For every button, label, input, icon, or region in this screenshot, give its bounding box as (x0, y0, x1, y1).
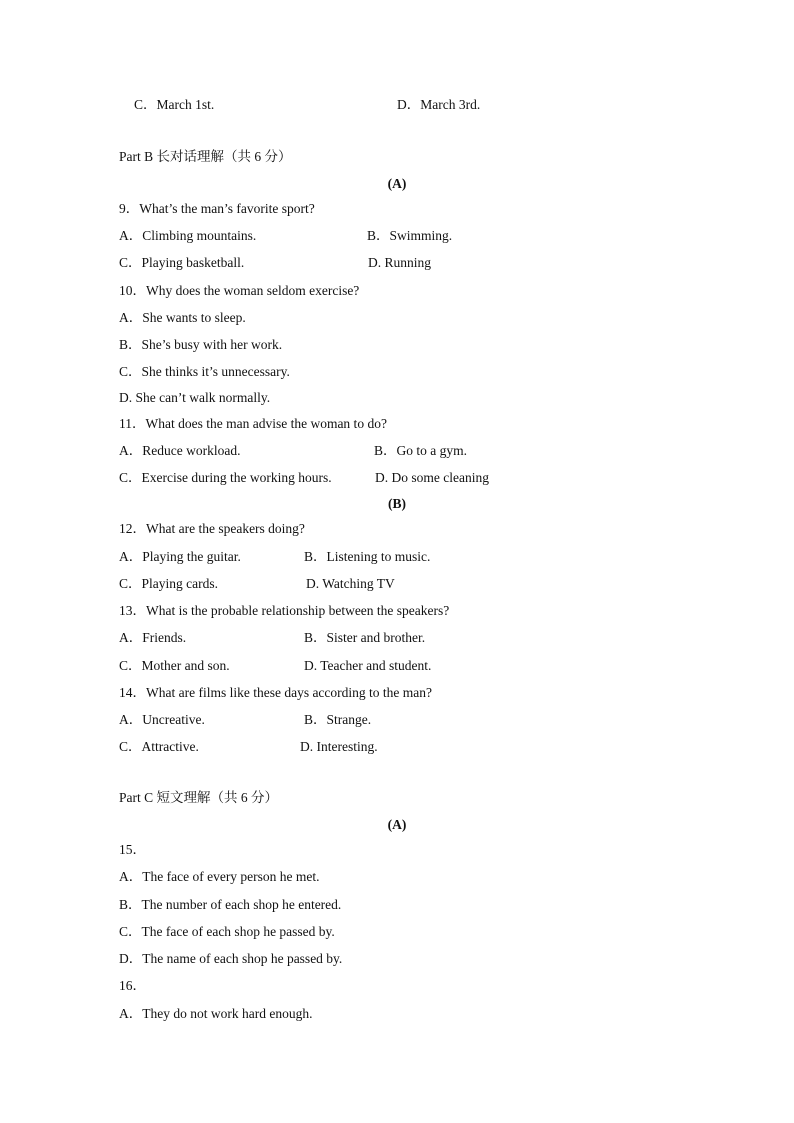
q14-option-c: C．Attractive. (119, 739, 199, 754)
q14-option-b: B．Strange. (304, 712, 372, 727)
option-d: D．March 3rd. (397, 97, 481, 112)
q12-option-d: D. Watching TV (306, 576, 395, 591)
q15-option-b: B．The number of each shop he entered. (119, 897, 342, 912)
q10-option-b: B．She’s busy with her work. (119, 337, 283, 352)
question-15: 15． (119, 842, 146, 857)
q11-option-b: B．Go to a gym. (374, 443, 467, 458)
question-11: 11．What does the man advise the woman to do? (119, 416, 387, 431)
q12-option-a: A．Playing the guitar. (119, 549, 241, 564)
q14-option-d: D. Interesting. (300, 739, 378, 754)
q15-option-a: A．The face of every person he met. (119, 869, 320, 884)
q15-option-d: D．The name of each shop he passed by. (119, 951, 343, 966)
q12-option-b: B．Listening to music. (304, 549, 431, 564)
q12-option-c: C．Playing cards. (119, 576, 218, 591)
section-a-label-part-c: (A) (387, 817, 407, 832)
part-b-heading: Part B 长对话理解（共 6 分） (119, 149, 292, 164)
section-a-label: (A) (387, 176, 407, 191)
part-c-heading: Part C 短文理解（共 6 分） (119, 790, 279, 805)
question-12: 12．What are the speakers doing? (119, 521, 305, 536)
q9-option-d: D. Running (368, 255, 432, 270)
q13-option-b: B．Sister and brother. (304, 630, 426, 645)
q9-option-c: C．Playing basketball. (119, 255, 245, 270)
q15-option-c: C．The face of each shop he passed by. (119, 924, 335, 939)
question-9: 9．What’s the man’s favorite sport? (119, 201, 315, 216)
option-c: C．March 1st. (134, 97, 215, 112)
q11-option-d: D. Do some cleaning (375, 470, 489, 485)
section-b-label: (B) (388, 496, 406, 511)
q10-option-a: A．She wants to sleep. (119, 310, 246, 325)
q13-option-c: C．Mother and son. (119, 658, 230, 673)
q16-option-a: A．They do not work hard enough. (119, 1006, 313, 1021)
q14-option-a: A．Uncreative. (119, 712, 205, 727)
q13-option-d: D. Teacher and student. (304, 658, 432, 673)
question-10: 10．Why does the woman seldom exercise? (119, 283, 360, 298)
q11-option-c: C．Exercise during the working hours. (119, 470, 332, 485)
question-14: 14．What are films like these days according to the man? (119, 685, 433, 700)
q10-option-d: D. She can’t walk normally. (119, 390, 271, 405)
q11-option-a: A．Reduce workload. (119, 443, 241, 458)
question-13: 13．What is the probable relationship between the speakers? (119, 603, 450, 618)
q9-option-b: B．Swimming. (367, 228, 453, 243)
q13-option-a: A．Friends. (119, 630, 187, 645)
q9-option-a: A．Climbing mountains. (119, 228, 257, 243)
q10-option-c: C．She thinks it’s unnecessary. (119, 364, 290, 379)
question-16: 16． (119, 978, 146, 993)
